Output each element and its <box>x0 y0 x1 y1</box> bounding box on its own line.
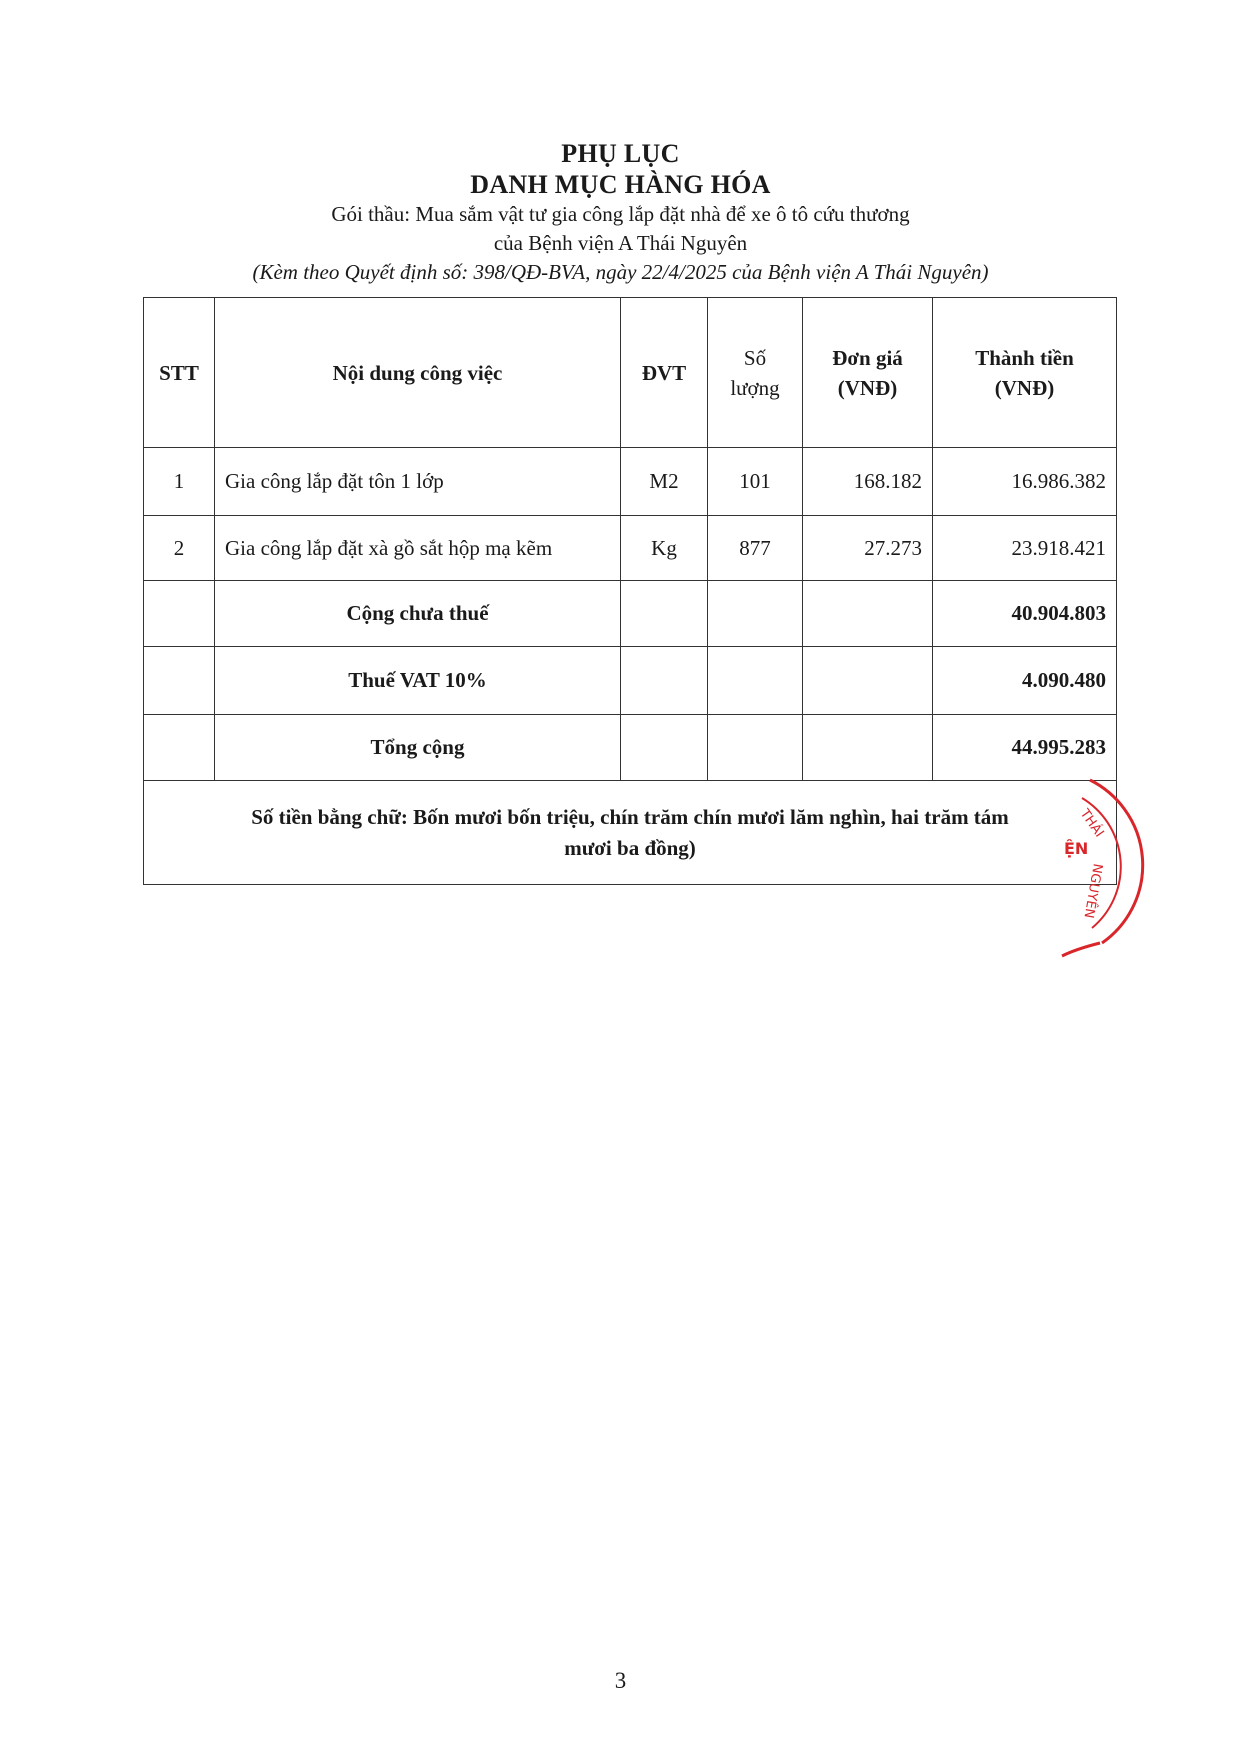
row-unit-price: 27.273 <box>803 516 933 581</box>
row-unit-price: 168.182 <box>803 448 933 516</box>
subtotal-label: Cộng chưa thuế <box>215 581 621 647</box>
empty-cell <box>144 647 215 715</box>
column-header-stt: STT <box>144 298 215 448</box>
row-amount: 16.986.382 <box>933 448 1117 516</box>
empty-cell <box>621 715 708 781</box>
appendix-title: PHỤ LỤC <box>561 139 680 168</box>
hospital-name: của Bệnh viện A Thái Nguyên <box>493 231 748 255</box>
subtotal-value: 40.904.803 <box>933 581 1117 647</box>
column-header-quantity <box>708 298 803 448</box>
empty-cell <box>708 581 803 647</box>
empty-cell <box>803 581 933 647</box>
unit-price-header-line1: Đơn giá <box>832 345 903 370</box>
red-seal-stamp <box>1060 768 1190 958</box>
empty-cell <box>621 581 708 647</box>
decision-reference: (Kèm theo Quyết định số: 398/QĐ-BVA, ngày 22/4/2025 của Bệnh viện A Thái Nguyên) <box>252 260 989 284</box>
empty-cell <box>803 715 933 781</box>
row-content: Gia công lắp đặt tôn 1 lớp <box>215 448 621 516</box>
grand-total-label: Tổng cộng <box>215 715 621 781</box>
quantity-header-line2: lượng <box>730 375 780 400</box>
amount-in-words-line1: Số tiền bằng chữ: Bốn mươi bốn triệu, chín trăm chín mươi lăm nghìn, hai trăm tám <box>251 804 1009 829</box>
vat-label: Thuế VAT 10% <box>215 647 621 715</box>
empty-cell <box>144 715 215 781</box>
grand-total-row <box>144 715 1117 781</box>
amount-header-line1: Thành tiền <box>975 345 1074 370</box>
empty-cell <box>803 647 933 715</box>
vat-value: 4.090.480 <box>933 647 1117 715</box>
empty-cell <box>708 715 803 781</box>
amount-in-words-line2: mươi ba đồng) <box>564 835 696 860</box>
empty-cell <box>708 647 803 715</box>
row-quantity: 101 <box>708 448 803 516</box>
row-unit: M2 <box>621 448 708 516</box>
subtotal-row <box>144 581 1117 647</box>
amount-header-line2: (VNĐ) <box>994 375 1055 400</box>
column-header-amount <box>933 298 1117 448</box>
table-row <box>144 448 1117 516</box>
empty-cell <box>144 581 215 647</box>
stamp-text-middle: ỆN <box>1064 839 1089 858</box>
row-quantity: 877 <box>708 516 803 581</box>
page-number: 3 <box>614 1668 627 1693</box>
row-stt: 1 <box>144 448 215 516</box>
amount-in-words <box>144 781 1117 885</box>
table-header-row <box>144 298 1117 448</box>
stamp-text-top: THÁI <box>1076 806 1107 841</box>
goods-list-title: DANH MỤC HÀNG HÓA <box>470 170 771 199</box>
column-header-content: Nội dung công việc <box>215 298 621 448</box>
empty-cell <box>621 647 708 715</box>
package-title: Gói thầu: Mua sắm vật tư gia công lắp đặt nhà để xe ô tô cứu thương <box>331 202 910 226</box>
vat-row <box>144 647 1117 715</box>
table-row <box>144 516 1117 581</box>
row-content: Gia công lắp đặt xà gồ sắt hộp mạ kẽm <box>215 516 621 581</box>
stamp-text-bottom: NGUYÊN <box>1080 862 1105 920</box>
row-amount: 23.918.421 <box>933 516 1117 581</box>
row-unit: Kg <box>621 516 708 581</box>
goods-table <box>143 297 1117 885</box>
row-stt: 2 <box>144 516 215 581</box>
column-header-unit: ĐVT <box>621 298 708 448</box>
unit-price-header-line2: (VNĐ) <box>837 375 898 400</box>
document-header <box>0 138 1241 287</box>
amount-in-words-row <box>144 781 1117 885</box>
column-header-unit-price <box>803 298 933 448</box>
grand-total-value: 44.995.283 <box>933 715 1117 781</box>
quantity-header-line1: Số <box>743 345 767 370</box>
